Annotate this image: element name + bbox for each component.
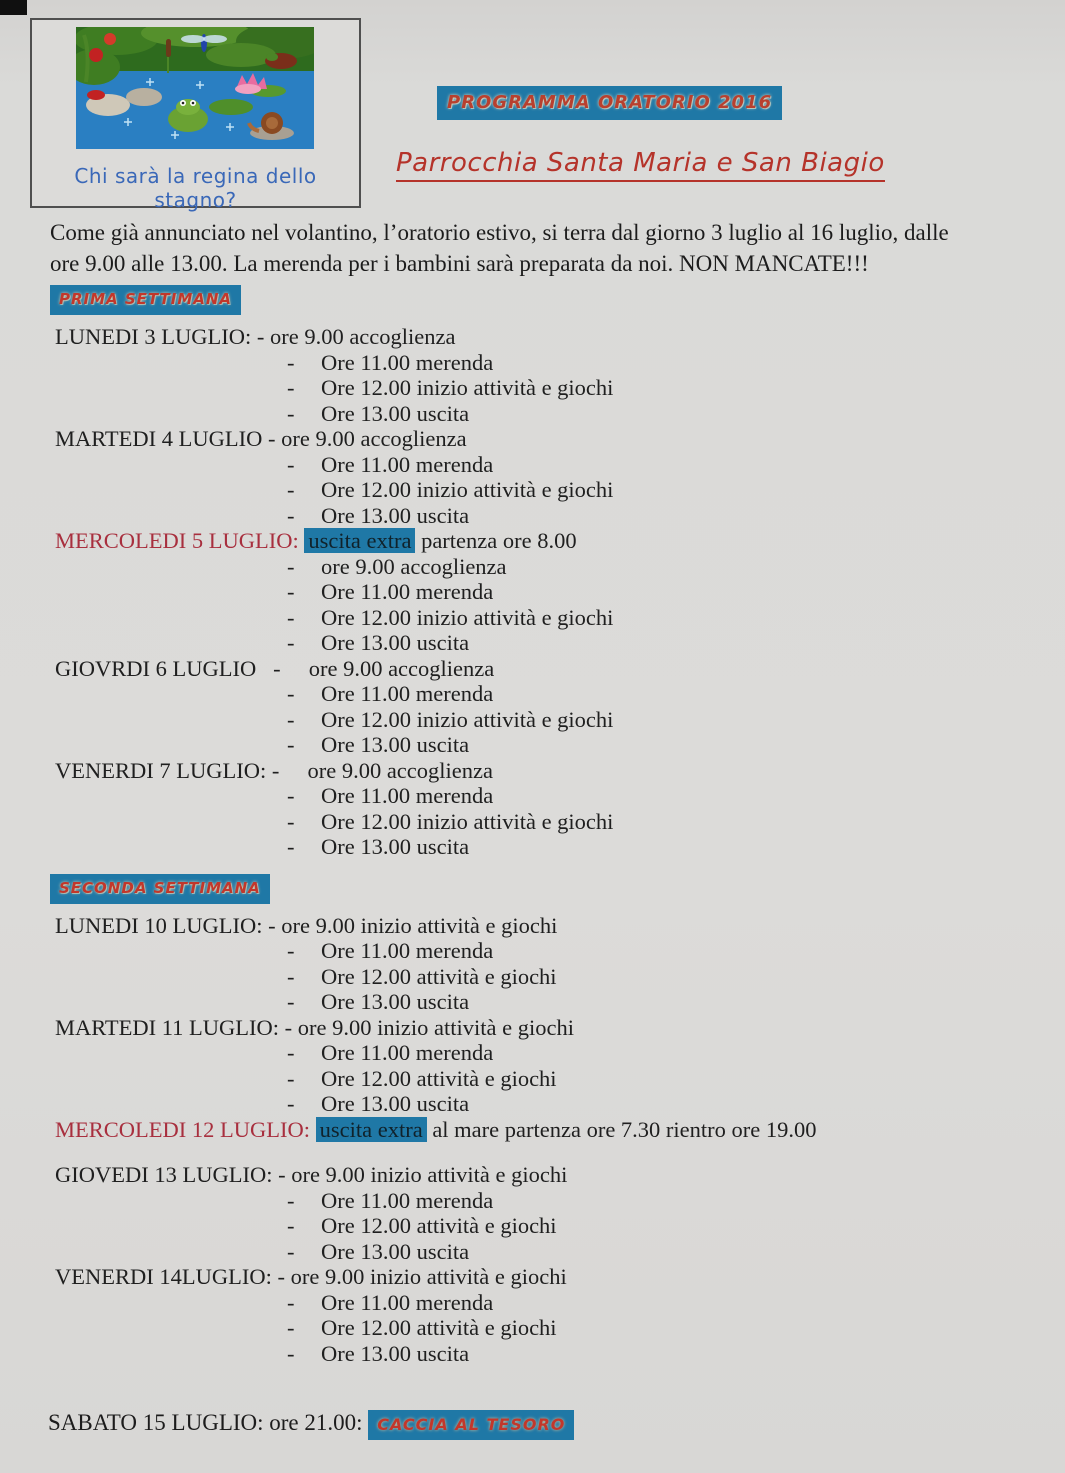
schedule-item-text: Ore 11.00 merenda (321, 1040, 494, 1065)
parish-subtitle: Parrocchia Santa Maria e San Biagio (396, 148, 885, 182)
schedule-item (0, 630, 1065, 656)
schedule-item-text: Ore 12.00 attività e giochi (321, 1213, 557, 1238)
dash-bullet: - (287, 1040, 295, 1065)
uscita-extra-highlight: uscita extra (304, 528, 415, 553)
schedule-item-text: Ore 13.00 uscita (321, 834, 470, 859)
day-label: MERCOLEDI 5 LUGLIO: (55, 528, 299, 553)
day-row (0, 1264, 1065, 1290)
schedule-item-text: Ore 13.00 uscita (321, 1091, 470, 1116)
schedule-item (0, 452, 1065, 478)
dash-bullet: - (287, 1065, 295, 1091)
dash-bullet: - (287, 349, 295, 375)
intro-paragraph (50, 217, 1045, 279)
schedule-item-text: Ore 11.00 merenda (321, 938, 494, 963)
day-first-item: - ore 9.00 accoglienza (256, 324, 456, 349)
schedule-item-text: Ore 12.00 attività e giochi (321, 1315, 557, 1340)
schedule-item-text: Ore 11.00 merenda (321, 579, 494, 604)
week-header-row (0, 285, 1065, 324)
day-first-item: - ore 9.00 accoglienza (261, 655, 495, 681)
schedule-item-text: Ore 12.00 attività e giochi (321, 963, 557, 989)
week-header: PRIMA SETTIMANA (50, 285, 241, 315)
schedule-item-text: Ore 12.00 inizio attività e giochi (321, 477, 614, 502)
day-label: VENERDI 14LUGLIO: (55, 1264, 272, 1289)
footer-label: SABATO 15 LUGLIO: ore 21.00: (48, 1410, 363, 1435)
dash-bullet: - (287, 1289, 295, 1315)
schedule-item (0, 783, 1065, 809)
schedule-item (0, 579, 1065, 605)
schedule-item (0, 1290, 1065, 1316)
schedule-item (0, 964, 1065, 990)
day-first-item: - ore 9.00 inizio attività e giochi (277, 1264, 567, 1289)
schedule-item-text: Ore 11.00 merenda (321, 1289, 494, 1315)
week-header: SECONDA SETTIMANA (50, 874, 270, 904)
schedule-item (0, 1066, 1065, 1092)
week-header-row (0, 860, 1065, 913)
pond-card (30, 18, 361, 212)
uscita-extra-highlight: uscita extra (316, 1117, 427, 1142)
dash-bullet: - (287, 400, 295, 426)
day-row (0, 1162, 1065, 1188)
schedule-item-text: Ore 13.00 uscita (321, 502, 470, 528)
schedule-item-text: Ore 13.00 uscita (321, 630, 470, 655)
schedule-item (0, 554, 1065, 580)
schedule (0, 285, 1065, 1366)
day-first-item: - ore 9.00 accoglienza (271, 757, 493, 783)
day-label: LUNEDI 10 LUGLIO: (55, 912, 263, 938)
dash-bullet: - (287, 604, 295, 630)
day-row (0, 528, 1065, 554)
dash-bullet: - (287, 808, 295, 834)
schedule-item (0, 834, 1065, 860)
schedule-item-text: Ore 12.00 inizio attività e giochi (321, 604, 614, 630)
schedule-item (0, 809, 1065, 835)
schedule-item (0, 938, 1065, 964)
schedule-item (0, 375, 1065, 401)
spacer (0, 1142, 1065, 1162)
day-row (0, 1117, 1065, 1143)
dash-bullet: - (287, 1213, 295, 1238)
day-first-item: - ore 9.00 accoglienza (268, 426, 467, 451)
schedule-item (0, 1213, 1065, 1239)
schedule-item-text: Ore 12.00 inizio attività e giochi (321, 375, 614, 400)
dash-bullet: - (287, 1340, 295, 1366)
schedule-item (0, 1091, 1065, 1117)
intro-line-1: Come già annunciato nel volantino, l’oratorio estivo, si terra dal giorno 3 luglio al 16 luglio, dalle (50, 220, 949, 245)
day-label: GIOVEDI 13 LUGLIO: (55, 1162, 273, 1187)
day-label: MARTEDI 11 LUGLIO: (55, 1014, 280, 1040)
day-row (0, 426, 1065, 452)
schedule-item (0, 1239, 1065, 1265)
day-label: LUNEDI 3 LUGLIO: (55, 324, 252, 349)
day-row (0, 913, 1065, 939)
dash-bullet: - (287, 375, 295, 400)
schedule-item-text: Ore 13.00 uscita (321, 1340, 470, 1366)
day-first-item: - ore 9.00 inizio attività e giochi (284, 1014, 574, 1040)
schedule-item-text: Ore 11.00 merenda (321, 451, 494, 477)
schedule-item-text: Ore 13.00 uscita (321, 989, 470, 1014)
schedule-item-text: Ore 11.00 merenda (321, 1187, 494, 1213)
dash-bullet: - (287, 963, 295, 989)
schedule-item (0, 350, 1065, 376)
treasure-hunt-highlight: CACCIA AL TESORO (368, 1410, 574, 1440)
schedule-item-text: Ore 11.00 merenda (321, 681, 494, 706)
day-first-item: - ore 9.00 inizio attività e giochi (268, 912, 558, 938)
dash-bullet: - (287, 732, 295, 757)
day-label: MARTEDI 4 LUGLIO (55, 426, 263, 451)
footer-line (48, 1406, 574, 1440)
schedule-item (0, 707, 1065, 733)
dash-bullet: - (287, 630, 295, 655)
day-row (0, 1015, 1065, 1041)
day-label: MERCOLEDI 12 LUGLIO: (55, 1116, 310, 1142)
schedule-item (0, 477, 1065, 503)
schedule-item-text: Ore 12.00 inizio attività e giochi (321, 808, 614, 834)
dash-bullet: - (287, 502, 295, 528)
schedule-item (0, 503, 1065, 529)
schedule-item-text: Ore 11.00 merenda (321, 783, 494, 808)
dash-bullet: - (287, 938, 295, 963)
intro-line-2: ore 9.00 alle 13.00. La merenda per i bambini sarà preparata da noi. NON MANCATE!!! (50, 251, 869, 276)
dash-bullet: - (287, 989, 295, 1014)
schedule-item-text: Ore 13.00 uscita (321, 1238, 470, 1264)
day-row (0, 656, 1065, 682)
dash-bullet: - (287, 553, 295, 579)
dash-bullet: - (287, 1315, 295, 1340)
schedule-item (0, 1341, 1065, 1367)
day-row (0, 758, 1065, 784)
dash-bullet: - (287, 681, 295, 706)
schedule-item-text: Ore 12.00 attività e giochi (321, 1065, 557, 1091)
schedule-item (0, 1188, 1065, 1214)
schedule-item (0, 681, 1065, 707)
dash-bullet: - (287, 1091, 295, 1116)
title-badge: PROGRAMMA ORATORIO 2016 (437, 86, 782, 120)
schedule-item-text: Ore 13.00 uscita (321, 732, 470, 757)
schedule-item-text: Ore 11.00 merenda (321, 349, 494, 375)
schedule-item (0, 989, 1065, 1015)
schedule-item-text: ore 9.00 accoglienza (321, 553, 507, 579)
day-first-item: - ore 9.00 inizio attività e giochi (278, 1162, 568, 1187)
schedule-item (0, 732, 1065, 758)
day-label: GIOVRDI 6 LUGLIO (55, 655, 257, 681)
day-first-item: al mare partenza ore 7.30 rientro ore 19.00 (432, 1116, 817, 1142)
pond-illustration (76, 27, 314, 149)
dash-bullet: - (287, 783, 295, 808)
schedule-item (0, 1040, 1065, 1066)
dash-bullet: - (287, 834, 295, 859)
dash-bullet: - (287, 1238, 295, 1264)
dash-bullet: - (287, 1187, 295, 1213)
schedule-item (0, 605, 1065, 631)
schedule-item (0, 1315, 1065, 1341)
dash-bullet: - (287, 477, 295, 502)
day-row (0, 324, 1065, 350)
day-first-item: partenza ore 8.00 (421, 528, 577, 553)
day-label: VENERDI 7 LUGLIO: (55, 757, 267, 783)
dash-bullet: - (287, 579, 295, 604)
dash-bullet: - (287, 706, 295, 732)
dash-bullet: - (287, 451, 295, 477)
scan-corner-artifact (0, 0, 27, 15)
pond-caption: Chi sarà la regina dello stagno? (74, 164, 317, 212)
schedule-item-text: Ore 12.00 inizio attività e giochi (321, 706, 614, 732)
schedule-item (0, 401, 1065, 427)
schedule-item-text: Ore 13.00 uscita (321, 400, 470, 426)
